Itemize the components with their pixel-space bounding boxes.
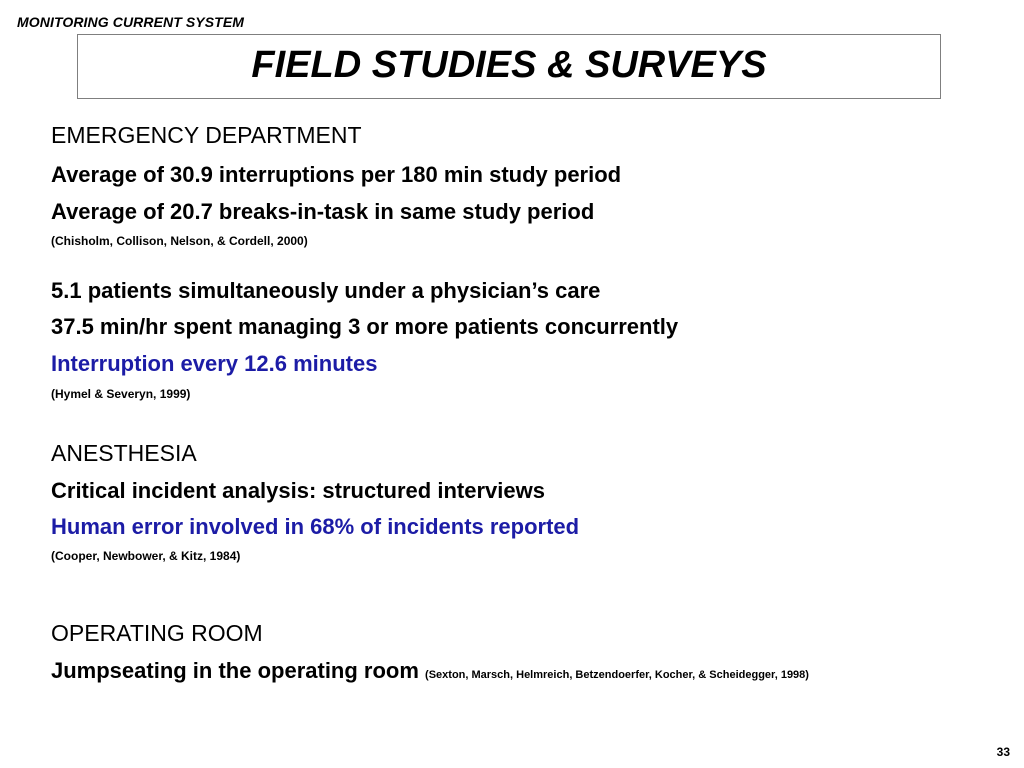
- emergency-interruptions-text: Average of 30.9 interruptions per 180 min study period: [51, 162, 622, 187]
- emergency-patients-text: 5.1 patients simultaneously under a physician’s care: [51, 278, 601, 303]
- emergency-breaks-text: Average of 20.7 breaks-in-task in same study period: [51, 199, 595, 224]
- slide-title: FIELD STUDIES & SURVEYS: [251, 43, 767, 86]
- emergency-citation-1: (Chisholm, Collison, Nelson, & Cordell, 2000): [51, 234, 308, 248]
- emergency-interruption-frequency-text: Interruption every 12.6 minutes: [51, 351, 378, 376]
- title-box: [77, 34, 941, 99]
- operating-room-heading: OPERATING ROOM: [51, 620, 263, 646]
- operating-room-jumpseating-text: Jumpseating in the operating room: [51, 658, 419, 683]
- anesthesia-human-error-text: Human error involved in 68% of incidents reported: [51, 514, 580, 539]
- anesthesia-analysis-text: Critical incident analysis: structured interviews: [51, 478, 545, 503]
- emergency-managing-text: 37.5 min/hr spent managing 3 or more patients concurrently: [51, 314, 679, 339]
- anesthesia-heading: ANESTHESIA: [51, 440, 197, 466]
- operating-room-jumpseating-line: [51, 658, 809, 684]
- anesthesia-citation: (Cooper, Newbower, & Kitz, 1984): [51, 549, 241, 563]
- operating-room-citation: (Sexton, Marsch, Helmreich, Betzendoerfer, Kocher, & Scheidegger, 1998): [425, 669, 809, 681]
- emergency-heading: EMERGENCY DEPARTMENT: [51, 122, 362, 148]
- page-number: 33: [996, 745, 1010, 759]
- emergency-citation-2: (Hymel & Severyn, 1999): [51, 387, 191, 401]
- section-label: MONITORING CURRENT SYSTEM: [17, 14, 245, 30]
